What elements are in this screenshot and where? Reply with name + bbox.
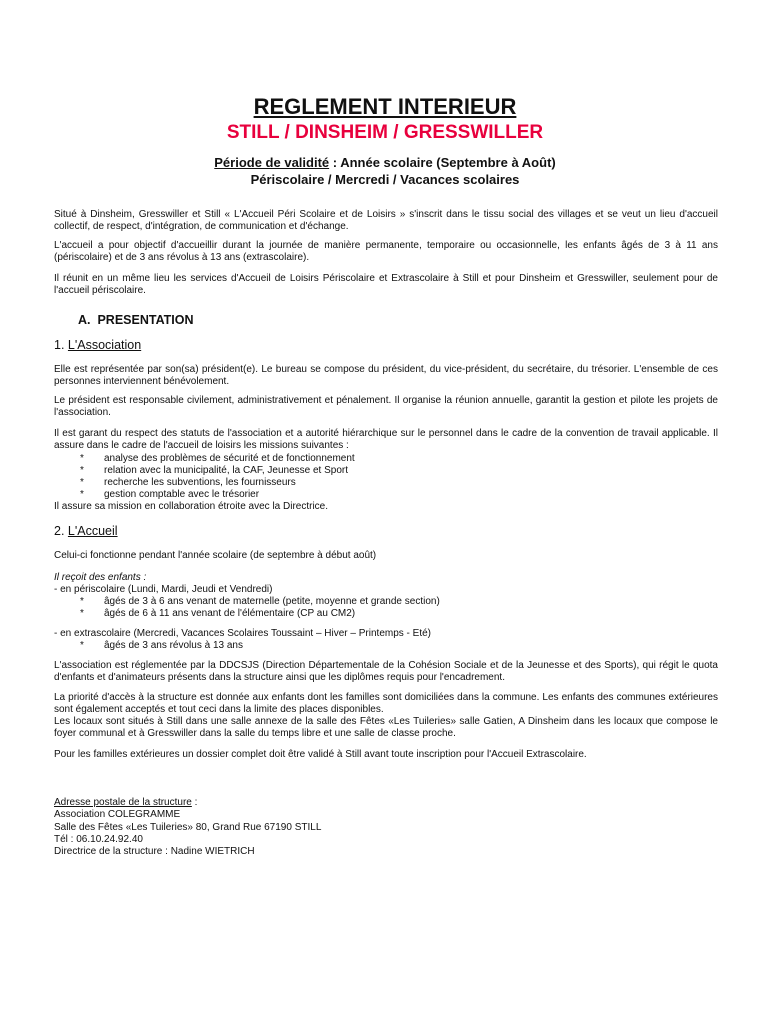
accueil-paragraph-4: Les locaux sont situés à Still dans une salle annexe de la salle des Fêtes «Les Tuileries» salle Gatien, A Dinsheim dans les locaux que compose le foyer communal et à Gresswiller dans la salle du temps libre et une salle de classe proche. — [54, 716, 718, 740]
accueil-paragraph-3: La priorité d'accès à la structure est donnée aux enfants dont les familles sont domiciliées dans la commune. Les enfants des communes extérieures sont également acceptés et tout ceci dans la limite des places disponibles. — [54, 692, 718, 716]
address-line: Association COLEGRAMME — [54, 809, 181, 820]
extrascolaire-item: * âgés de 3 ans révolus à 13 ans — [80, 640, 243, 651]
association-paragraph-1: Elle est représentée par son(sa) président(e). Le bureau se compose du président, du vice-président, du secrétaire, du trésorier. L'ensemble de ces personnes interviennent bénévolement. — [54, 364, 718, 388]
document-subtitle: STILL / DINSHEIM / GRESSWILLER — [226, 122, 544, 143]
periscolaire-item: * âgés de 6 à 11 ans venant de l'élémentaire (CP au CM2) — [80, 608, 356, 619]
mission-item: * gestion comptable avec le trésorier — [80, 489, 260, 500]
mission-text: gestion comptable avec le trésorier — [104, 489, 260, 500]
intro-paragraph-3: Il réunit en un même lieu les services d'Accueil de Loisirs Périscolaire et Extrascolaire à Still et pour Dinsheim et Gresswiller, seulement pour de l'accueil périscolaire. — [54, 273, 718, 297]
mission-text: recherche les subventions, les fournisseurs — [104, 477, 296, 488]
accueil-number: 2. — [54, 524, 65, 538]
association-paragraph-4: Il assure sa mission en collaboration étroite avec la Directrice. — [54, 501, 329, 512]
periscolaire-text: âgés de 6 à 11 ans venant de l'élémentaire (CP au CM2) — [104, 608, 356, 619]
association-paragraph-3: Il est garant du respect des statuts de l'association et a autorité hiérarchique sur le personnel dans le cadre de la convention de travail applicable. Il assure dans le cadre de l'accueil de loisirs les missions suivantes : — [54, 428, 718, 452]
accueil-extrascolaire: - en extrascolaire (Mercredi, Vacances Scolaires Toussaint – Hiver – Printemps - Eté) — [54, 628, 431, 639]
extrascolaire-text: âgés de 3 ans révolus à 13 ans — [104, 640, 243, 651]
validity-period — [0, 155, 770, 170]
address-label: Adresse postale de la structure — [54, 797, 192, 808]
mission-item: * analyse des problèmes de sécurité et de fonctionnement — [80, 453, 355, 464]
accueil-title: L'Accueil — [67, 524, 118, 538]
mission-text: analyse des problèmes de sécurité et de fonctionnement — [104, 453, 355, 464]
accueil-periscolaire: - en périscolaire (Lundi, Mardi, Jeudi et Vendredi) — [54, 584, 273, 595]
periscolaire-text: âgés de 3 à 6 ans venant de maternelle (petite, moyenne et grande section) — [104, 596, 440, 607]
association-title: L'Association — [67, 338, 142, 352]
address-colon: : — [191, 797, 198, 808]
address-line: Tél : 06.10.24.92.40 — [54, 834, 143, 845]
section-a-letter: A. — [78, 313, 91, 327]
document-title: REGLEMENT INTERIEUR — [253, 94, 517, 119]
association-heading — [54, 338, 141, 352]
periscolaire-item: * âgés de 3 à 6 ans venant de maternelle (petite, moyenne et grande section) — [80, 596, 440, 607]
mission-item: * relation avec la municipalité, la CAF, Jeunesse et Sport — [80, 465, 349, 476]
intro-paragraph-1: Situé à Dinsheim, Gresswiller et Still « L'Accueil Péri Scolaire et de Loisirs » s'inscrit dans le tissu social des villages et se veut un lieu d'accueil collectif, de respect, d'intégration, de communication et d'échange. — [54, 209, 718, 233]
address-label-line — [54, 797, 718, 809]
validity-services: Périscolaire / Mercredi / Vacances scolaires — [250, 172, 520, 187]
validity-value: : Année scolaire (Septembre à Août) — [329, 155, 556, 170]
address-line: Salle des Fêtes «Les Tuileries» 80, Grand Rue 67190 STILL — [54, 822, 322, 833]
section-a-title: PRESENTATION — [97, 313, 194, 327]
accueil-recoit: Il reçoit des enfants : — [54, 572, 147, 583]
association-paragraph-2: Le président est responsable civilement, administrativement et pénalement. Il organise la réunion annuelle, garantit la gestion et pilote les projets de l'association. — [54, 395, 718, 419]
validity-label: Période de validité — [214, 155, 330, 170]
mission-text: relation avec la municipalité, la CAF, Jeunesse et Sport — [104, 465, 349, 476]
accueil-paragraph-1: Celui-ci fonctionne pendant l'année scolaire (de septembre à début août) — [54, 550, 377, 561]
accueil-paragraph-5: Pour les familles extérieures un dossier complet doit être validé à Still avant toute inscription pour l'Accueil Extrascolaire. — [54, 749, 587, 760]
accueil-heading — [54, 524, 118, 538]
section-a-heading — [78, 313, 194, 327]
intro-paragraph-2: L'accueil a pour objectif d'accueillir durant la journée de manière permanente, temporaire ou occasionnelle, les enfants âgés de 3 à 11 ans (périscolaire) et de 3 ans révolus à 13 ans (extrascolaire). — [54, 240, 718, 264]
accueil-paragraph-2: L'association est réglementée par la DDCSJS (Direction Départementale de la Cohésion Sociale et de la Jeunesse et des Sports), qui régit le quota d'enfants et d'animateurs présents dans la structure ainsi que les diplômes requis pour l'encadrement. — [54, 660, 718, 684]
mission-item: * recherche les subventions, les fournisseurs — [80, 477, 296, 488]
address-line: Directrice de la structure : Nadine WIETRICH — [54, 846, 255, 857]
association-number: 1. — [54, 338, 65, 352]
